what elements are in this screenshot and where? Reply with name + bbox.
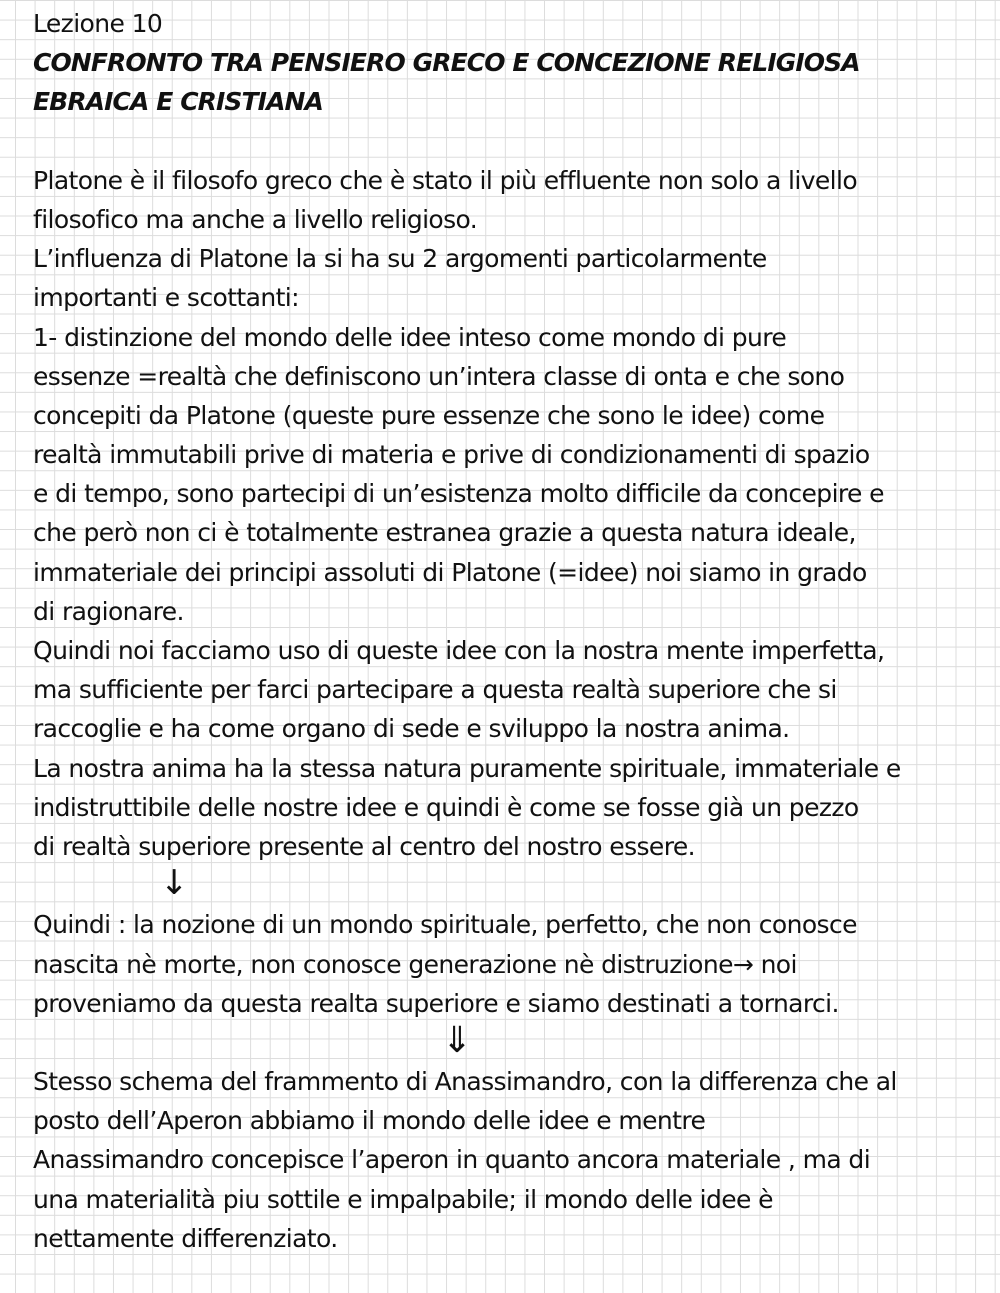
body-line: indistruttibile delle nostre idee e quindi è come se fosse già un pezzo	[33, 792, 859, 822]
title-line-1: CONFRONTO TRA PENSIERO GRECO E CONCEZIONE RELIGIOSA	[33, 48, 860, 78]
body-line: concepiti da Platone (queste pure essenze che sono le idee) come	[33, 400, 825, 430]
down-arrow-icon: ↓	[160, 863, 189, 903]
body-line: una materialità piu sottile e impalpabile; il mondo delle idee è	[33, 1184, 773, 1214]
lesson-label: Lezione 10	[33, 9, 163, 38]
body-line: 1- distinzione del mondo delle idee inteso come mondo di pure	[33, 322, 787, 352]
title-line-2: EBRAICA E CRISTIANA	[33, 87, 323, 117]
body-line: raccoglie e ha come organo di sede e sviluppo la nostra anima.	[33, 714, 790, 744]
body-line: Quindi noi facciamo uso di queste idee con la nostra mente imperfetta,	[33, 636, 885, 665]
body-line: essenze =realtà che definiscono un’intera classe di onta e che sono	[33, 361, 845, 391]
body-line: La nostra anima ha la stessa natura puramente spirituale, immateriale e	[33, 753, 901, 783]
body-line: nascita nè morte, non conosce generazione nè distruzione→ noi	[33, 949, 797, 979]
body-line: di realtà superiore presente al centro del nostro essere.	[33, 831, 695, 861]
body-line: Stesso schema del frammento di Anassimandro, con la differenza che al	[33, 1067, 897, 1097]
body-line: posto dell’Aperon abbiamo il mondo delle idee e mentre	[33, 1106, 706, 1136]
blank-line	[33, 122, 988, 161]
double-down-arrow-icon: ⇓	[442, 1020, 473, 1061]
blank-line	[33, 1020, 988, 1062]
note-page	[33, 4, 988, 1258]
body-line: Anassimandro concepisce l’aperon in quanto ancora materiale , ma di	[33, 1145, 871, 1175]
body-line: Quindi : la nozione di un mondo spirituale, perfetto, che non conosce	[33, 910, 857, 940]
body-line: proveniamo da questa realta superiore e siamo destinati a tornarci.	[33, 988, 839, 1018]
body-line: e di tempo, sono partecipi di un’esistenza molto difficile da concepire e	[33, 479, 884, 509]
body-line: Platone è il filosofo greco che è stato il più effluente non solo a livello	[33, 165, 858, 195]
body-line: realtà immutabili prive di materia e prive di condizionamenti di spazio	[33, 440, 870, 470]
body-line: ma sufficiente per farci partecipare a questa realtà superiore che si	[33, 675, 837, 705]
body-line: immateriale dei principi assoluti di Platone (=idee) noi siamo in grado	[33, 557, 867, 587]
body-line: importanti e scottanti:	[33, 283, 299, 313]
body-line: che però non ci è totalmente estranea grazie a questa natura ideale,	[33, 518, 856, 548]
body-line: L’influenza di Platone la si ha su 2 argomenti particolarmente	[33, 244, 767, 274]
body-line: filosofico ma anche a livello religioso.	[33, 204, 478, 234]
body-line: nettamente differenziato.	[33, 1223, 338, 1253]
body-line: di ragionare.	[33, 596, 184, 626]
